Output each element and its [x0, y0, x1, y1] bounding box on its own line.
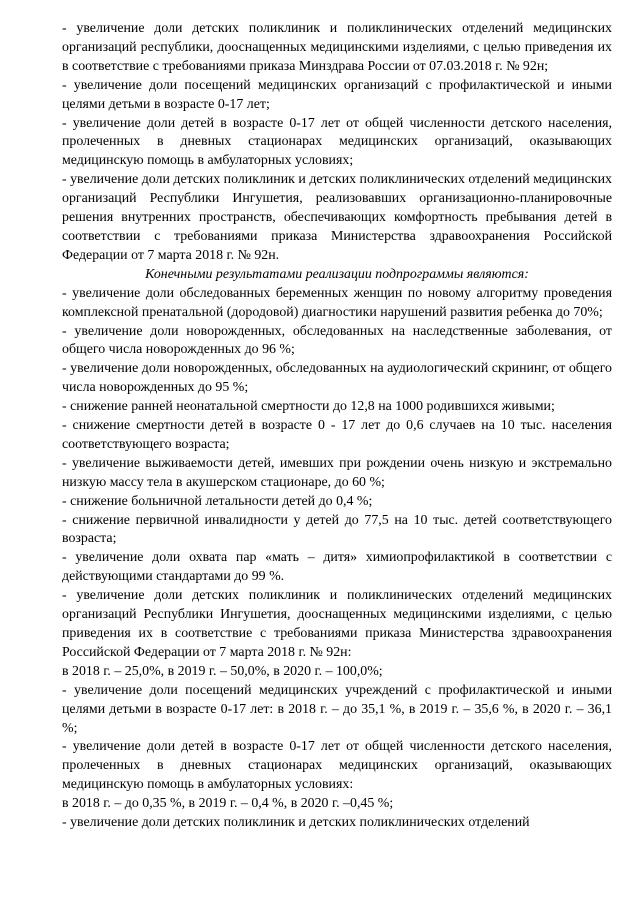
result-chemoprophylaxis: - увеличение доли охвата пар «мать – дитя» химиопрофилактикой в соответствии с действующими стандартами до 99 %.	[62, 550, 612, 585]
document-page	[62, 20, 612, 833]
result-prenatal-diagnostics: - увеличение доли обследованных беременных женщин по новому алгоритму проведения комплексной пренатальной (дородовой) диагностики нарушений развития ребенка до 70%;	[62, 285, 612, 320]
result-preventive-visits: - увеличение доли посещений медицинских учреждений с профилактической и иными целями детьми в возрасте 0-17 лет: в 2018 г. – до 35,1 %, в 2019 г. – 35,6 %, в 2020 г. – 36,1 %;	[62, 682, 612, 736]
result-primary-disability: - снижение первичной инвалидности у детей до 77,5 на 10 тыс. детей соответствующего возраста;	[62, 512, 612, 547]
paragraph-comfort-solutions: - увеличение доли детских поликлиник и детских поликлинических отделений медицинских организаций Республики Ингушетия, реализовавших организационно-планировочные решения внутренних пространств, обеспечивающих комфортность пребывания детей в соответствии с требованиями приказа Министерства здравоохранения Российской Федерации от 7 марта 2018 г. № 92н.	[62, 172, 612, 263]
paragraph-preventive-visits: - увеличение доли посещений медицинских организаций с профилактической и иными целями детьми в возрасте 0-17 лет;	[62, 77, 612, 112]
result-day-hospitals-years: в 2018 г. – до 0,35 %, в 2019 г. – 0,4 %, в 2020 г. –0,45 %;	[62, 796, 394, 812]
result-audiological-screening: - увеличение доли новорожденных, обследованных на аудиологический скрининг, от общего числа новорожденных до 95 %;	[62, 361, 612, 396]
paragraph-equipped-clinics: - увеличение доли детских поликлиник и поликлинических отделений медицинских организаций республики, дооснащенных медицинскими изделиями, с целью приведения их в соответствие с требованиями приказа Минздрава России от 07.03.2018 г. № 92н;	[62, 21, 612, 74]
result-hospital-lethality: - снижение больничной летальности детей до 0,4 %;	[62, 493, 373, 509]
result-equipped-clinics-years: в 2018 г. – 25,0%, в 2019 г. – 50,0%, в 2020 г. – 100,0%;	[62, 663, 383, 679]
result-neonatal-mortality: - снижение ранней неонатальной смертности до 12,8 на 1000 родившихся живыми;	[62, 399, 555, 415]
result-low-birth-weight-survival: - увеличение выживаемости детей, имевших при рождении очень низкую и экстремально низкую массу тела в акушерском стационаре, до 60 %;	[62, 455, 612, 490]
result-equipped-clinics: - увеличение доли детских поликлиник и поликлинических отделений медицинских организаций Республики Ингушетия, дооснащенных медицинскими изделиями, с целью приведения их в соответствие с требованиями приказа Министерства здравоохранения Российской Федерации от 7 марта 2018 г. № 92н:	[62, 588, 612, 660]
paragraph-day-hospitals: - увеличение доли детей в возрасте 0-17 лет от общей численности детского населения, пролеченных в дневных стационарах медицинских организаций, оказывающих медицинскую помощь в амбулаторных условиях;	[62, 115, 612, 169]
result-day-hospitals: - увеличение доли детей в возрасте 0-17 лет от общей численности детского населения, пролеченных в дневных стационарах медицинских организаций, оказывающих медицинскую помощь в амбулаторных условиях:	[62, 739, 612, 793]
results-heading: Конечными результатами реализации подпрограммы являются:	[145, 266, 529, 282]
result-comfort-clinics: - увеличение доли детских поликлиник и детских поликлинических отделений	[62, 815, 530, 831]
result-child-mortality: - снижение смертности детей в возрасте 0 - 17 лет до 0,6 случаев на 10 тыс. населения соответствующего возраста;	[62, 418, 612, 452]
result-hereditary-screening: - увеличение доли новорожденных, обследованных на наследственные заболевания, от общего числа новорожденных до 96 %;	[62, 323, 612, 358]
